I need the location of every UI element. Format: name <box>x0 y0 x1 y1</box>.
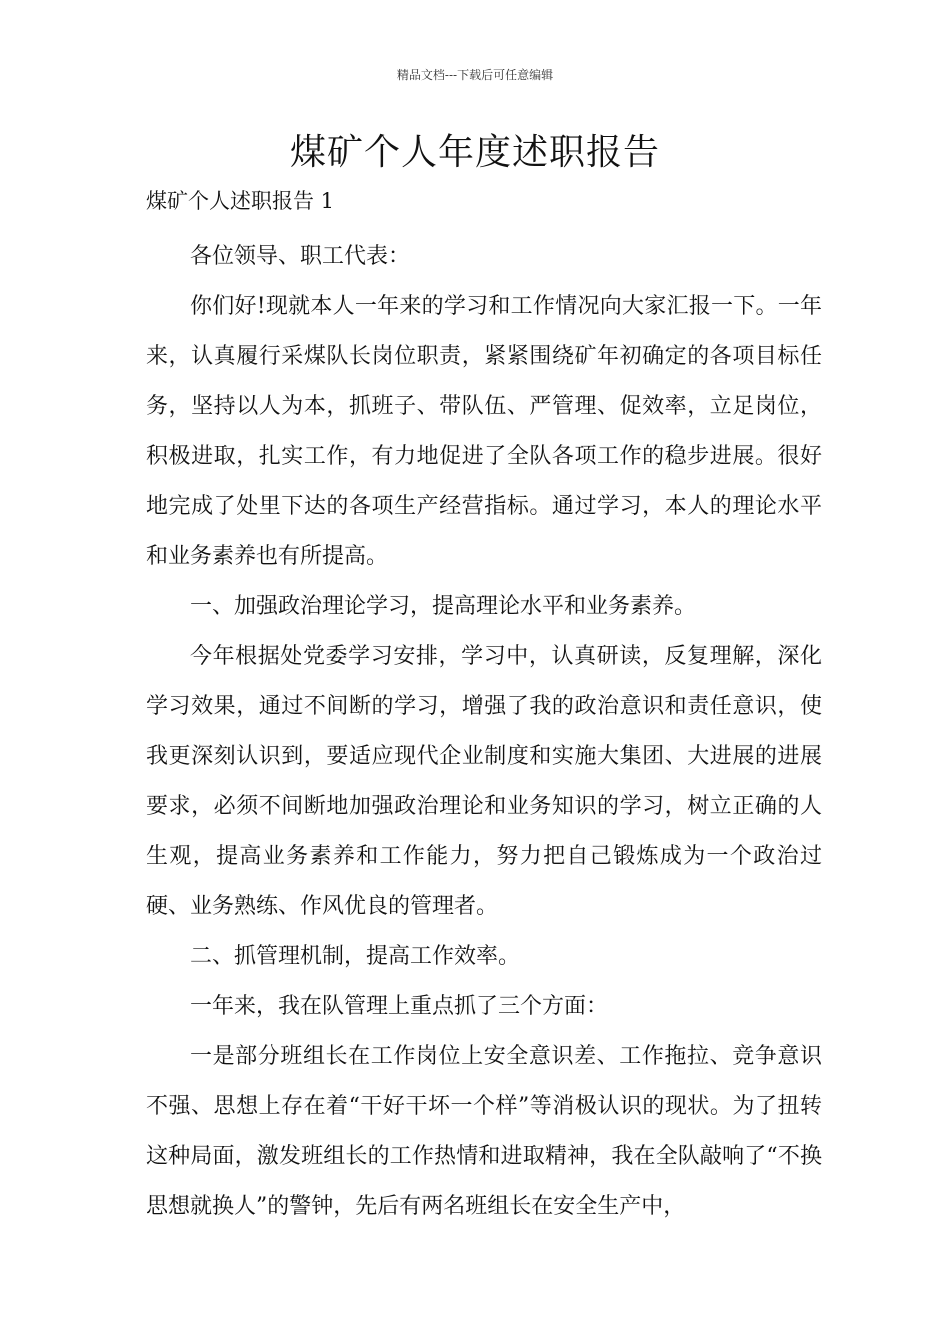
document-subtitle: 煤矿个人述职报告 1 <box>146 189 335 213</box>
paragraph-study: 今年根据处党委学习安排，学习中，认真研读，反复理解，深化学习效果，通过不间断的学习，增强了我的政治意识和责任意识，使我更深刻认识到，要适应现代企业制度和实施大集团、大进展的进展要求，必须不间断地加强政治理论和业务知识的学习，树立正确的人生观，提高业务素养和工作能力，努力把自己锻炼成为一个政治过硬、业务熟练、作风优良的管理者。 <box>146 644 822 919</box>
header-note: 精品文档---下载后可任意编辑 <box>396 68 554 82</box>
document-title: 煤矿个人年度述职报告 <box>289 132 660 173</box>
paragraph-greeting: 各位领导、职工代表： <box>190 244 411 269</box>
paragraph-heading-1: 一、加强政治理论学习，提高理论水平和业务素养。 <box>190 594 697 619</box>
paragraph-intro: 你们好!现就本人一年来的学习和工作情况向大家汇报一下。一年来，认真履行采煤队长岗位职责，紧紧围绕矿年初确定的各项目标任务，坚持以人为本，抓班子、带队伍、严管理、促效率，立足岗位，积极进取，扎实工作，有力地促进了全队各项工作的稳步进展。很好地完成了处里下达的各项生产经营指标。通过学习，本人的理论水平和业务素养也有所提高。 <box>146 294 822 569</box>
paragraph-heading-2: 二、抓管理机制，提高工作效率。 <box>190 944 521 969</box>
document-body <box>146 232 822 1232</box>
paragraph-management-intro: 一年来，我在队管理上重点抓了三个方面： <box>190 994 609 1019</box>
paragraph-point-one: 一是部分班组长在工作岗位上安全意识差、工作拖拉、竞争意识不强、思想上存在着“干好干坏一个样”等消极认识的现状。为了扭转这种局面，激发班组长的工作热情和进取精神，我在全队敲响了“不换思想就换人”的警钟，先后有两名班组长在安全生产中， <box>146 1044 822 1219</box>
